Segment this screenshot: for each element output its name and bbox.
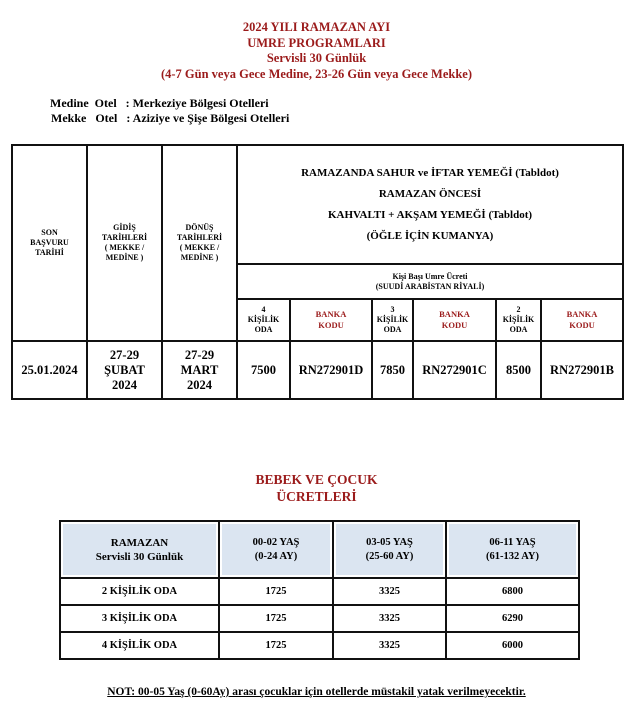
header-line: 00-02 YAŞ (252, 536, 300, 548)
cell-line: 2024 (187, 377, 212, 392)
header-line: KODU (318, 320, 344, 330)
header-line: BANKA (439, 309, 470, 319)
cell-price: 6800 (446, 578, 579, 605)
title-line-program: UMRE PROGRAMLARI (247, 35, 386, 50)
header-line: 4 (261, 305, 266, 314)
cell-room: 4 KİŞİLİK ODA (60, 632, 219, 659)
header-line: KİŞİLİK (247, 315, 280, 324)
price-caption-line: (SUUDİ ARABİSTAN RİYALİ) (375, 281, 485, 291)
header-line: ( MEKKE / (179, 243, 220, 252)
hotel-info (50, 96, 289, 126)
cell-line: 27-29 (184, 347, 215, 362)
header-line: TARİHLERİ (101, 233, 148, 242)
title-line-year: 2024 YILI RAMAZAN AYI (242, 20, 391, 34)
header-line: BANKA (566, 309, 598, 319)
hotel-city: Mekke (51, 111, 87, 125)
price-caption (237, 264, 623, 299)
cell-room: 2 KİŞİLİK ODA (60, 578, 219, 605)
cell-gidis (87, 341, 162, 399)
header-line: MEDİNE ) (105, 253, 144, 262)
header-line: 06-11 YAŞ (489, 536, 536, 548)
cell-donus (162, 341, 237, 399)
meal-line: (ÖĞLE İÇİN KUMANYA) (366, 229, 494, 242)
header-line: ODA (509, 325, 528, 334)
header-line: TARİHİ (35, 248, 64, 257)
header-line: RAMAZAN (110, 536, 169, 549)
umre-pricing-table (11, 144, 624, 400)
table-row (60, 632, 579, 659)
table-row (60, 578, 579, 605)
header-son-basvuru (12, 145, 87, 341)
hotel-mekke (50, 111, 289, 126)
header-line: ODA (383, 325, 402, 334)
cell-price: 3325 (333, 605, 446, 632)
meal-line: RAMAZAN ÖNCESİ (378, 187, 482, 200)
header-age-00-02 (219, 521, 333, 578)
table-row (12, 341, 623, 399)
header-line: (25-60 AY) (365, 550, 414, 562)
title-line-stay-split: (4-7 Gün veya Gece Medine, 23-26 Gün veya Gece Mekke) (160, 66, 473, 81)
hotel-label: Otel (94, 96, 117, 110)
header-3-kisilik-oda (372, 299, 413, 341)
header-banka-kodu-2 (541, 299, 623, 341)
cell-code-3: RN272901C (413, 341, 496, 399)
header-age-03-05 (333, 521, 446, 578)
footer-note: NOT: 00-05 Yaş (0-60Ay) arası çocuklar için otellerde müstakil yatak verilmeyecektir. (107, 686, 526, 698)
hotel-city: Medine (50, 96, 89, 110)
header-line: TARİHLERİ (176, 233, 223, 242)
cell-line: 2024 (112, 377, 137, 392)
cell-room: 3 KİŞİLİK ODA (60, 605, 219, 632)
header-2-kisilik-oda (496, 299, 541, 341)
header-line: DÖNÜŞ (185, 223, 214, 232)
meal-plan-header (237, 145, 623, 264)
table-row (60, 605, 579, 632)
cell-price: 1725 (219, 605, 333, 632)
header-line: GİDİŞ (113, 223, 136, 232)
cell-code-4: RN272901D (290, 341, 372, 399)
kids-fees-table (59, 520, 580, 660)
hotel-value: : Merkeziye Bölgesi Otelleri (125, 96, 269, 110)
title-line-duration: Servisli 30 Günlük (266, 51, 367, 65)
header-line: (0-24 AY) (254, 550, 298, 562)
hotel-label: Otel (95, 111, 118, 125)
header-line: 3 (390, 305, 395, 314)
header-line: BAŞVURU (30, 238, 69, 247)
kids-title-line: ÜCRETLERİ (276, 489, 357, 504)
header-line: 2 (516, 305, 521, 314)
document-title (0, 20, 633, 82)
header-age-06-11 (446, 521, 579, 578)
header-line: ( MEKKE / (104, 243, 145, 252)
cell-price: 1725 (219, 632, 333, 659)
cell-price-4: 7500 (237, 341, 290, 399)
header-line: MEDİNE ) (180, 253, 219, 262)
meal-line: KAHVALTI + AKŞAM YEMEĞİ (Tabldot) (327, 208, 533, 221)
cell-line: MART (180, 362, 219, 377)
cell-price-2: 8500 (496, 341, 541, 399)
cell-code-2: RN272901B (541, 341, 623, 399)
header-4-kisilik-oda (237, 299, 290, 341)
header-line: KİŞİLİK (376, 315, 409, 324)
cell-line: ŞUBAT (104, 362, 145, 377)
header-banka-kodu-4 (290, 299, 372, 341)
header-line: 03-05 YAŞ (366, 536, 413, 548)
price-caption-line: Kişi Başı Umre Ücreti (392, 271, 468, 281)
hotel-medine (50, 96, 289, 111)
header-line: KODU (569, 320, 595, 330)
hotel-value: : Aziziye ve Şişe Bölgesi Otelleri (126, 111, 290, 125)
cell-price: 6290 (446, 605, 579, 632)
header-line: KODU (441, 320, 468, 330)
kids-fees-title (0, 471, 633, 505)
header-line: KİŞİLİK (502, 315, 535, 324)
header-line: (61-132 AY) (486, 550, 539, 562)
cell-line: 27-29 (109, 347, 140, 362)
kids-title-line: BEBEK VE ÇOCUK (255, 472, 378, 487)
header-banka-kodu-3 (413, 299, 496, 341)
cell-price: 3325 (333, 578, 446, 605)
cell-price-3: 7850 (372, 341, 413, 399)
cell-son-basvuru: 25.01.2024 (12, 341, 87, 399)
header-gidis-tarihleri (87, 145, 162, 341)
header-donus-tarihleri (162, 145, 237, 341)
header-line: SON (41, 228, 58, 237)
header-line: BANKA (315, 309, 347, 319)
header-program (60, 521, 219, 578)
meal-line: RAMAZANDA SAHUR ve İFTAR YEMEĞİ (Tabldot) (301, 166, 559, 179)
cell-price: 1725 (219, 578, 333, 605)
cell-price: 6000 (446, 632, 579, 659)
header-line: Servisli 30 Günlük (95, 550, 184, 563)
cell-price: 3325 (333, 632, 446, 659)
header-line: ODA (254, 325, 273, 334)
